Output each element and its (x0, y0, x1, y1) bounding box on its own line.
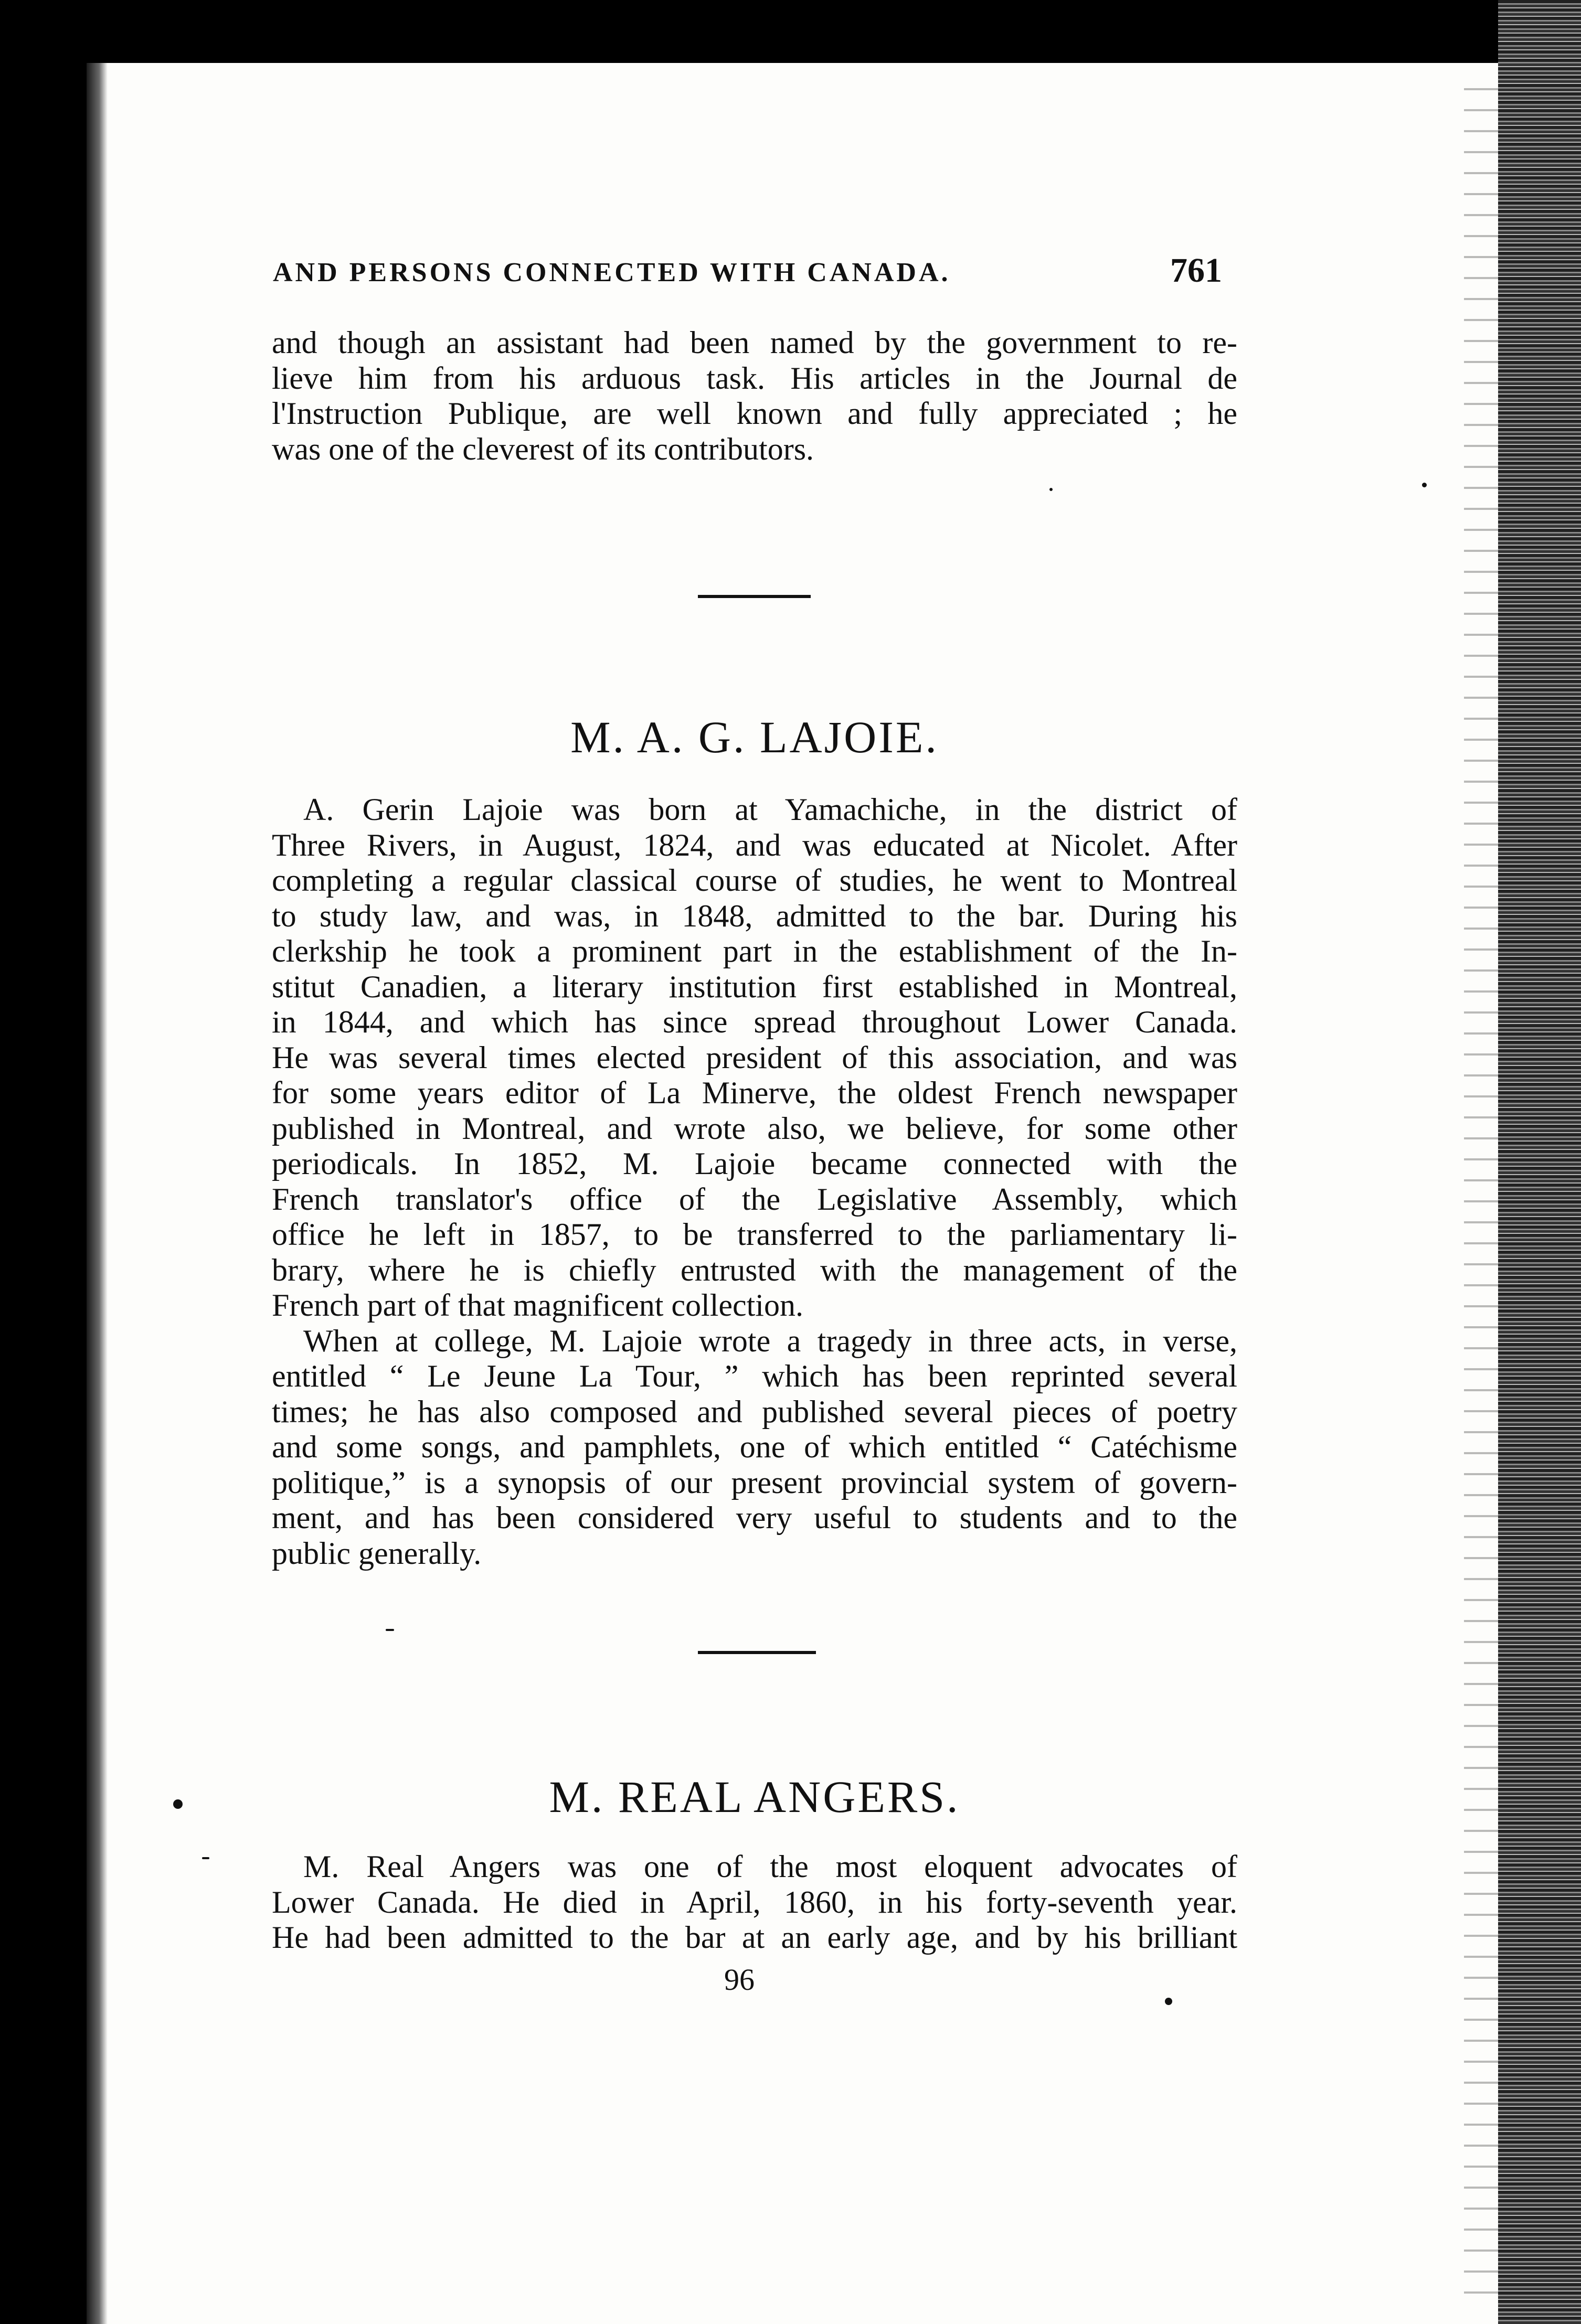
text-line: for some years editor of La Minerve, the oldest French newspaper (272, 1075, 1237, 1110)
text-line: French translator's office of the Legislative Assembly, which (272, 1181, 1237, 1217)
section-divider (698, 1651, 816, 1654)
text-line: and though an assistant had been named by the government to re- (272, 325, 1237, 360)
angers-biography (272, 1849, 1237, 1956)
text-line: stitut Canadien, a literary institution first established in Montreal, (272, 969, 1237, 1004)
text-line: He had been admitted to the bar at an early age, and by his brilliant (272, 1920, 1237, 1955)
text-line: entitled “ Le Jeune La Tour, ” which has been reprinted several (272, 1359, 1237, 1393)
binding-shadow (87, 63, 108, 2324)
text-line: clerkship he took a prominent part in the establishment of the In- (272, 934, 1237, 968)
page-edge-noise (1498, 0, 1581, 2324)
signature-mark: 96 (724, 1963, 755, 1997)
page-edge-bleed (1464, 79, 1498, 2308)
text-line: times; he has also composed and published several pieces of poetry (272, 1394, 1237, 1429)
text-line: to study law, and was, in 1848, admitted to the bar. During his (272, 898, 1237, 933)
text-line: published in Montreal, and wrote also, we believe, for some other (272, 1111, 1237, 1146)
text-line: public generally. (272, 1536, 482, 1571)
text-line: office he left in 1857, to be transferred to the parliamentary li- (272, 1217, 1237, 1252)
text-line: periodicals. In 1852, M. Lajoie became connected with the (272, 1146, 1237, 1181)
text-line: French part of that magnificent collection. (272, 1288, 803, 1323)
text-line: l'Instruction Publique, are well known and fully appreciated ; he (272, 396, 1237, 431)
text-line: was one of the cleverest of its contributors. (272, 431, 814, 466)
text-line: lieve him from his arduous task. His articles in the Journal de (272, 360, 1237, 396)
scan-speck (1049, 488, 1053, 491)
text-line: Three Rivers, in August, 1824, and was educated at Nicolet. After (272, 827, 1237, 862)
continued-paragraph (272, 325, 1237, 467)
section-heading: M. REAL ANGERS. (549, 1772, 960, 1822)
text-line: A. Gerin Lajoie was born at Yamachiche, in the district of (303, 792, 1237, 827)
section-heading: M. A. G. LAJOIE. (570, 712, 939, 762)
page-number: 761 (1170, 251, 1222, 290)
section-divider (698, 595, 811, 598)
scan-speck (1422, 483, 1427, 487)
scan-speck (202, 1857, 209, 1859)
lajoie-biography (272, 792, 1237, 1571)
text-line: Lower Canada. He died in April, 1860, in his forty-seventh year. (272, 1884, 1237, 1920)
text-line: He was several times elected president of this association, and was (272, 1040, 1237, 1075)
scan-speck (386, 1629, 394, 1631)
text-line: and some songs, and pamphlets, one of which entitled “ Catéchisme (272, 1430, 1237, 1464)
text-line: politique,” is a synopsis of our present provincial system of govern- (272, 1465, 1237, 1500)
text-line: brary, where he is chiefly entrusted with the management of the (272, 1252, 1237, 1287)
scan-speck (173, 1799, 183, 1809)
scan-speck (1165, 1998, 1172, 2005)
text-line: When at college, M. Lajoie wrote a tragedy in three acts, in verse, (303, 1323, 1237, 1358)
text-line: ment, and has been considered very useful to students and to the (272, 1500, 1237, 1535)
running-head: AND PERSONS CONNECTED WITH CANADA. (273, 258, 951, 287)
text-line: completing a regular classical course of studies, he went to Montreal (272, 863, 1237, 898)
text-line: M. Real Angers was one of the most eloquent advocates of (303, 1849, 1237, 1884)
text-line: in 1844, and which has since spread throughout Lower Canada. (272, 1005, 1237, 1039)
